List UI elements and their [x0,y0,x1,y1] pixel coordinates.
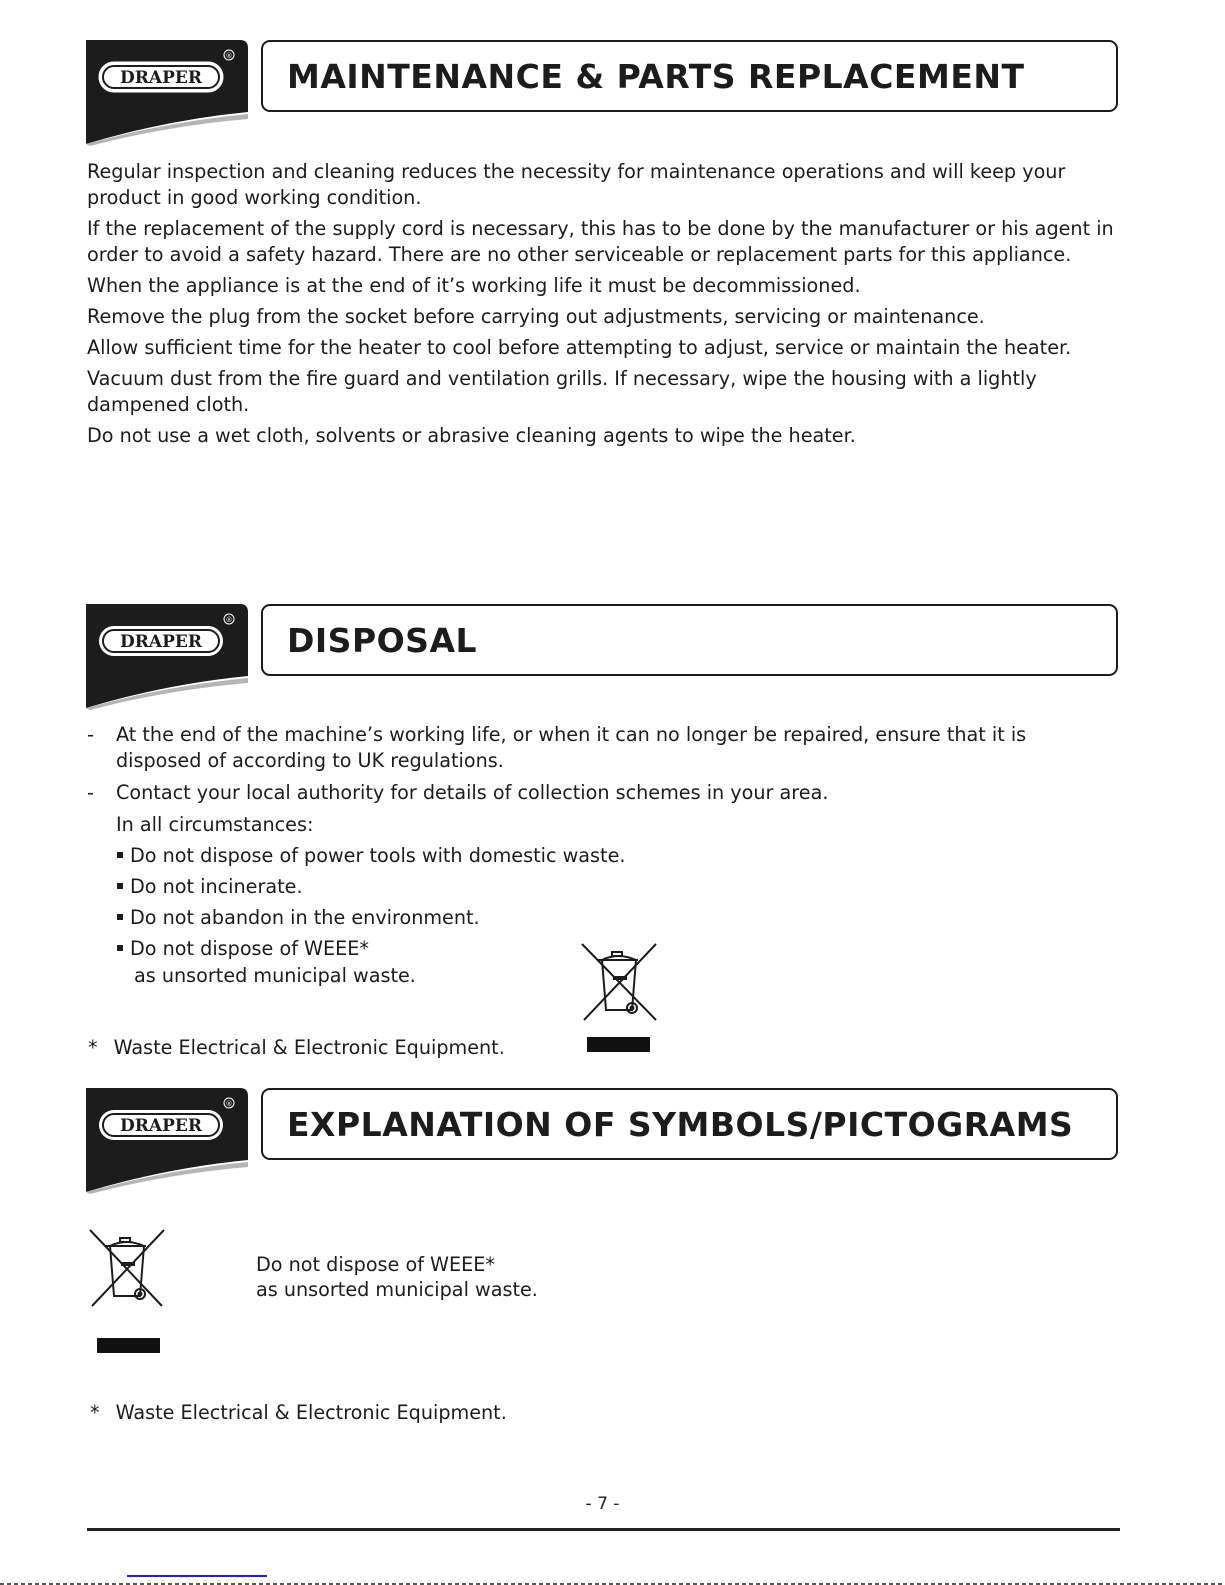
svg-text:®: ® [225,616,233,624]
dash-item-text: At the end of the machine’s working life, or when it can no longer be repaired, ensure that it is disposed of according to UK regulations. [116,723,1027,772]
footnote-text: Waste Electrical & Electronic Equipment. [115,1401,507,1424]
footnote-mark: * [88,1036,98,1059]
disposal-header [86,604,1118,710]
section-title: EXPLANATION OF SYMBOLS/PICTOGRAMS [287,1104,1074,1144]
dash-item-text: Contact your local authority for details of collection schemes in your area. [116,781,829,804]
section-title: MAINTENANCE & PARTS REPLACEMENT [287,56,1025,96]
page-number: - 7 - [585,1494,620,1514]
draper-logo [86,1088,248,1194]
section-title: DISPOSAL [287,620,478,660]
bullet-item: Do not abandon in the environment. [117,905,480,931]
footer-rule [87,1528,1120,1531]
paragraph: Regular inspection and cleaning reduces the necessity for maintenance operations and will keep your product in good working condition. [87,160,1066,209]
crossed-out-wheelie-bin-icon [88,1228,166,1312]
dash-marker: - [87,781,94,804]
footnote [90,1400,507,1426]
bullet-item: Do not dispose of WEEE* [117,936,369,962]
crossed-out-wheelie-bin-icon [580,942,658,1026]
svg-text:®: ® [225,52,233,60]
paragraph: Allow sufficient time for the heater to cool before attempting to adjust, service or maintain the heater. [87,336,1072,359]
footnote [88,1035,505,1061]
section-title-box [261,1088,1118,1160]
footnote-mark: * [90,1401,100,1424]
maintenance-body [87,159,1117,454]
draper-logo [86,40,248,146]
circumstances-intro: In all circumstances: [116,813,314,836]
weee-bar [587,1037,650,1052]
square-bullet-icon [117,914,123,920]
paragraph: Remove the plug from the socket before carrying out adjustments, servicing or maintenance. [87,305,985,328]
bullet-item: Do not dispose of power tools with domestic waste. [117,843,625,869]
maintenance-header [86,40,1118,146]
section-title-box [261,604,1118,676]
footer-link-underline[interactable] [127,1575,267,1577]
paragraph: When the appliance is at the end of it’s working life it must be decommissioned. [87,274,861,297]
draper-logo [86,604,248,710]
bullet-item: Do not incinerate. [117,874,303,900]
weee-bar [97,1338,160,1353]
section-title-box [261,40,1118,112]
square-bullet-icon [117,945,123,951]
footnote-text: Waste Electrical & Electronic Equipment. [113,1036,505,1059]
symbol-description-line: as unsorted municipal waste. [256,1278,538,1301]
paragraph: Vacuum dust from the fire guard and ventilation grills. If necessary, wipe the housing with a lightly dampened cloth. [87,367,1037,416]
symbol-description-line: Do not dispose of WEEE* [256,1253,495,1276]
dash-marker: - [87,723,94,746]
logo-text: DRAPER [120,68,202,88]
square-bullet-icon [117,852,123,858]
paragraph: If the replacement of the supply cord is necessary, this has to be done by the manufacturer or his agent in order to avoid a safety hazard. There are no other serviceable or replacement parts for this appliance. [87,217,1114,266]
svg-text:®: ® [225,1100,233,1108]
paragraph: Do not use a wet cloth, solvents or abrasive cleaning agents to wipe the heater. [87,424,856,447]
logo-text: DRAPER [120,1116,202,1136]
square-bullet-icon [117,883,123,889]
bullet-continuation: as unsorted municipal waste. [134,964,416,987]
logo-text: DRAPER [120,632,202,652]
symbols-header [86,1088,1118,1194]
